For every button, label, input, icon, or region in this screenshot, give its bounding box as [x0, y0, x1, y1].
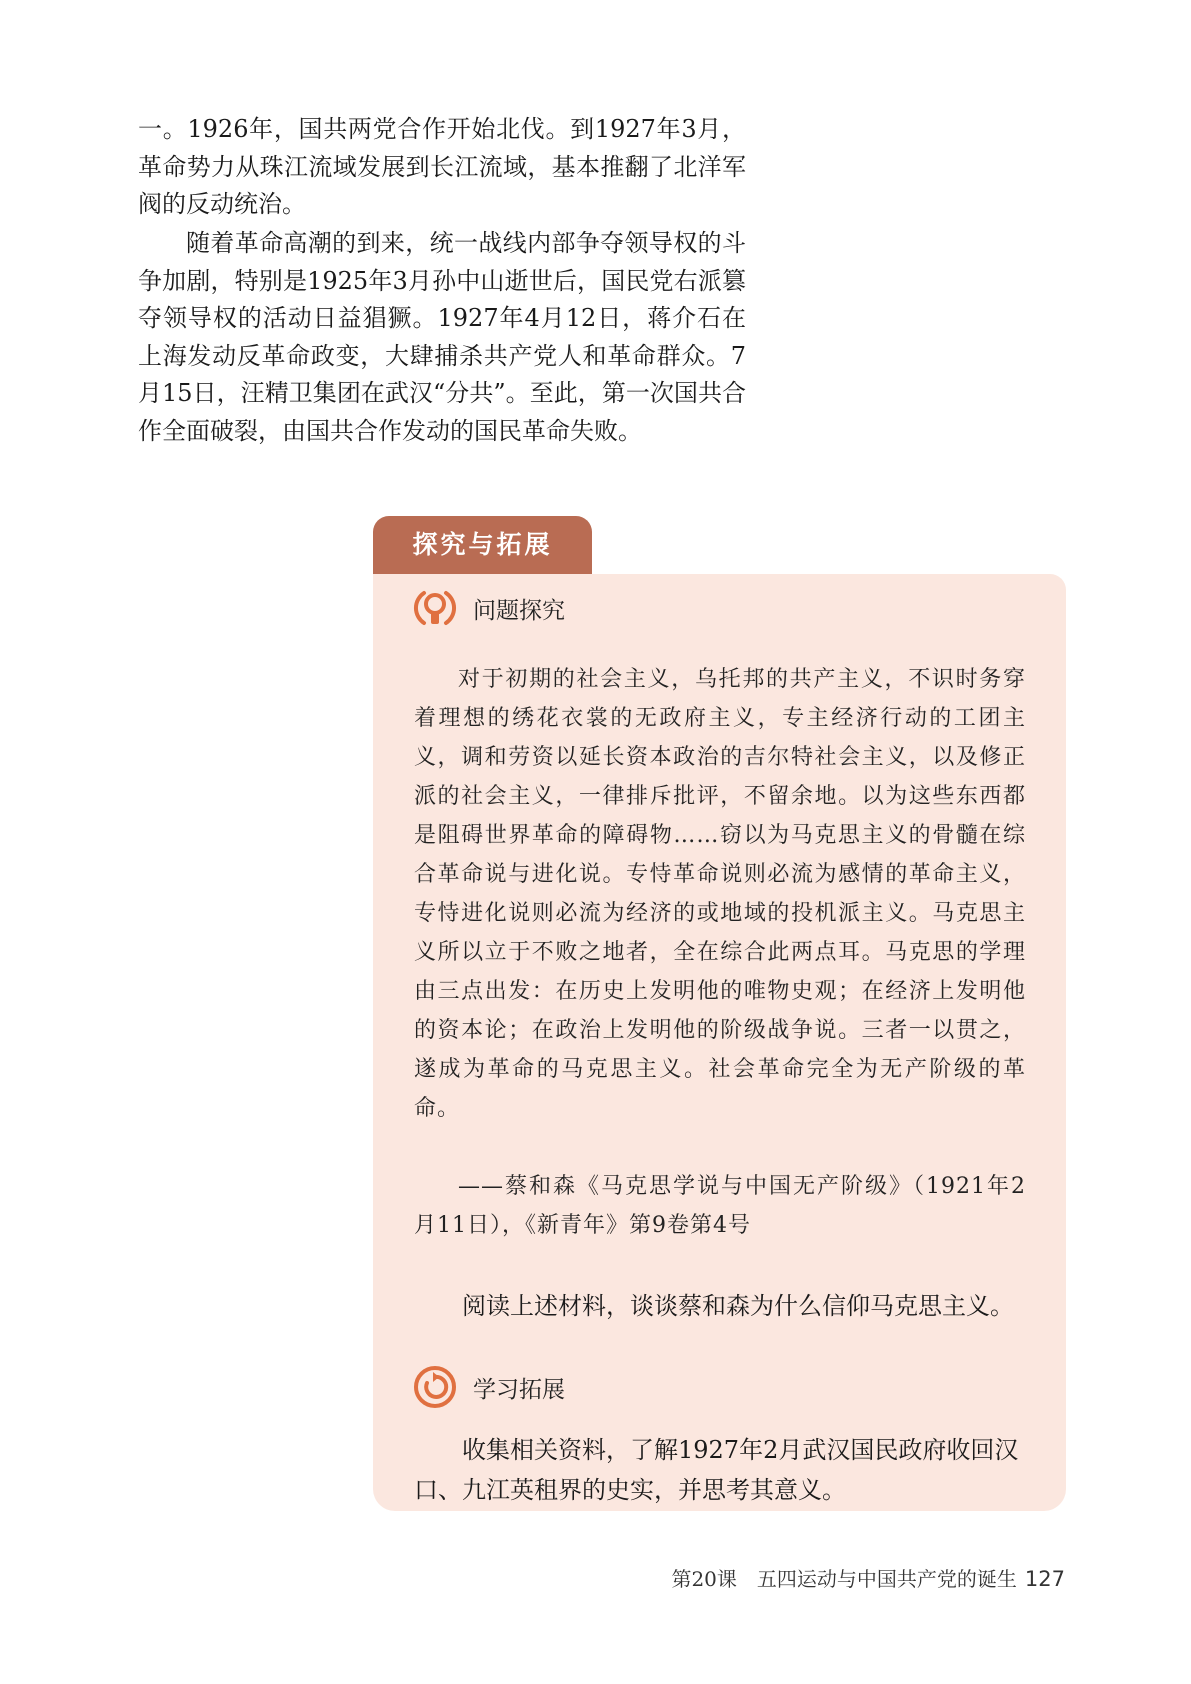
question-bulb-icon: [412, 585, 458, 631]
quote-text: 对于初期的社会主义，乌托邦的共产主义，不识时务穿着理想的绣花衣裳的无政府主义，专主经济行动的工团主义，调和劳资以延长资本政治的吉尔特社会主义，以及修正派的社会主义，一律排斥批评，不留余地。以为这些东西都是阻碍世界革命的障碍物……窃以为马克思主义的骨髓在综合革命说与进化说。专恃革命说则必流为感情的革命主义，专恃进化说则必流为经济的或地域的投机派主义。马克思主义所以立于不败之地者，全在综合此两点耳。马克思的学理由三点出发：在历史上发明他的唯物史观；在经济上发明他的资本论；在政治上发明他的阶级战争说。三者一以贯之，遂成为革命的马克思主义。社会革命完全为无产阶级的革命。: [414, 667, 1026, 1121]
section-heading-question: [412, 584, 565, 632]
section-title-expand: 学习拓展: [473, 1376, 565, 1403]
footer-lesson-title: 第20课 五四运动与中国共产党的诞生: [671, 1567, 1017, 1591]
section-heading-expand: [412, 1363, 565, 1411]
explore-box-tab: 探究与拓展: [373, 516, 592, 574]
expand-text: 收集相关资料，了解1927年2月武汉国民政府收回汉口、九江英租界的史实，并思考其意义。: [414, 1436, 1019, 1504]
expand-arrow-icon: [412, 1364, 458, 1410]
page-footer: [671, 1563, 1065, 1592]
question-prompt: 阅读上述材料，谈谈蔡和森为什么信仰马克思主义。: [462, 1292, 1014, 1320]
page-number: 127: [1024, 1567, 1065, 1591]
body-paragraph-2: 随着革命高潮的到来，统一战线内部争夺领导权的斗争加剧，特别是1925年3月孙中山逝世后，国民党右派篡夺领导权的活动日益猖獗。1927年4月12日，蒋介石在上海发动反革命政变，大肆捕杀共产党人和革命群众。7月15日，汪精卫集团在武汉“分共”。至此，第一次国共合作全面破裂，由国共合作发动的国民革命失败。: [138, 229, 746, 445]
body-paragraph-1: 一。1926年，国共两党合作开始北伐。到1927年3月，革命势力从珠江流域发展到长江流域，基本推翻了北洋军阀的反动统治。: [138, 115, 746, 218]
section-title-question: 问题探究: [473, 597, 565, 624]
quote-source: ——蔡和森《马克思学说与中国无产阶级》（1921年2月11日），《新青年》第9卷第4号: [414, 1174, 1026, 1238]
